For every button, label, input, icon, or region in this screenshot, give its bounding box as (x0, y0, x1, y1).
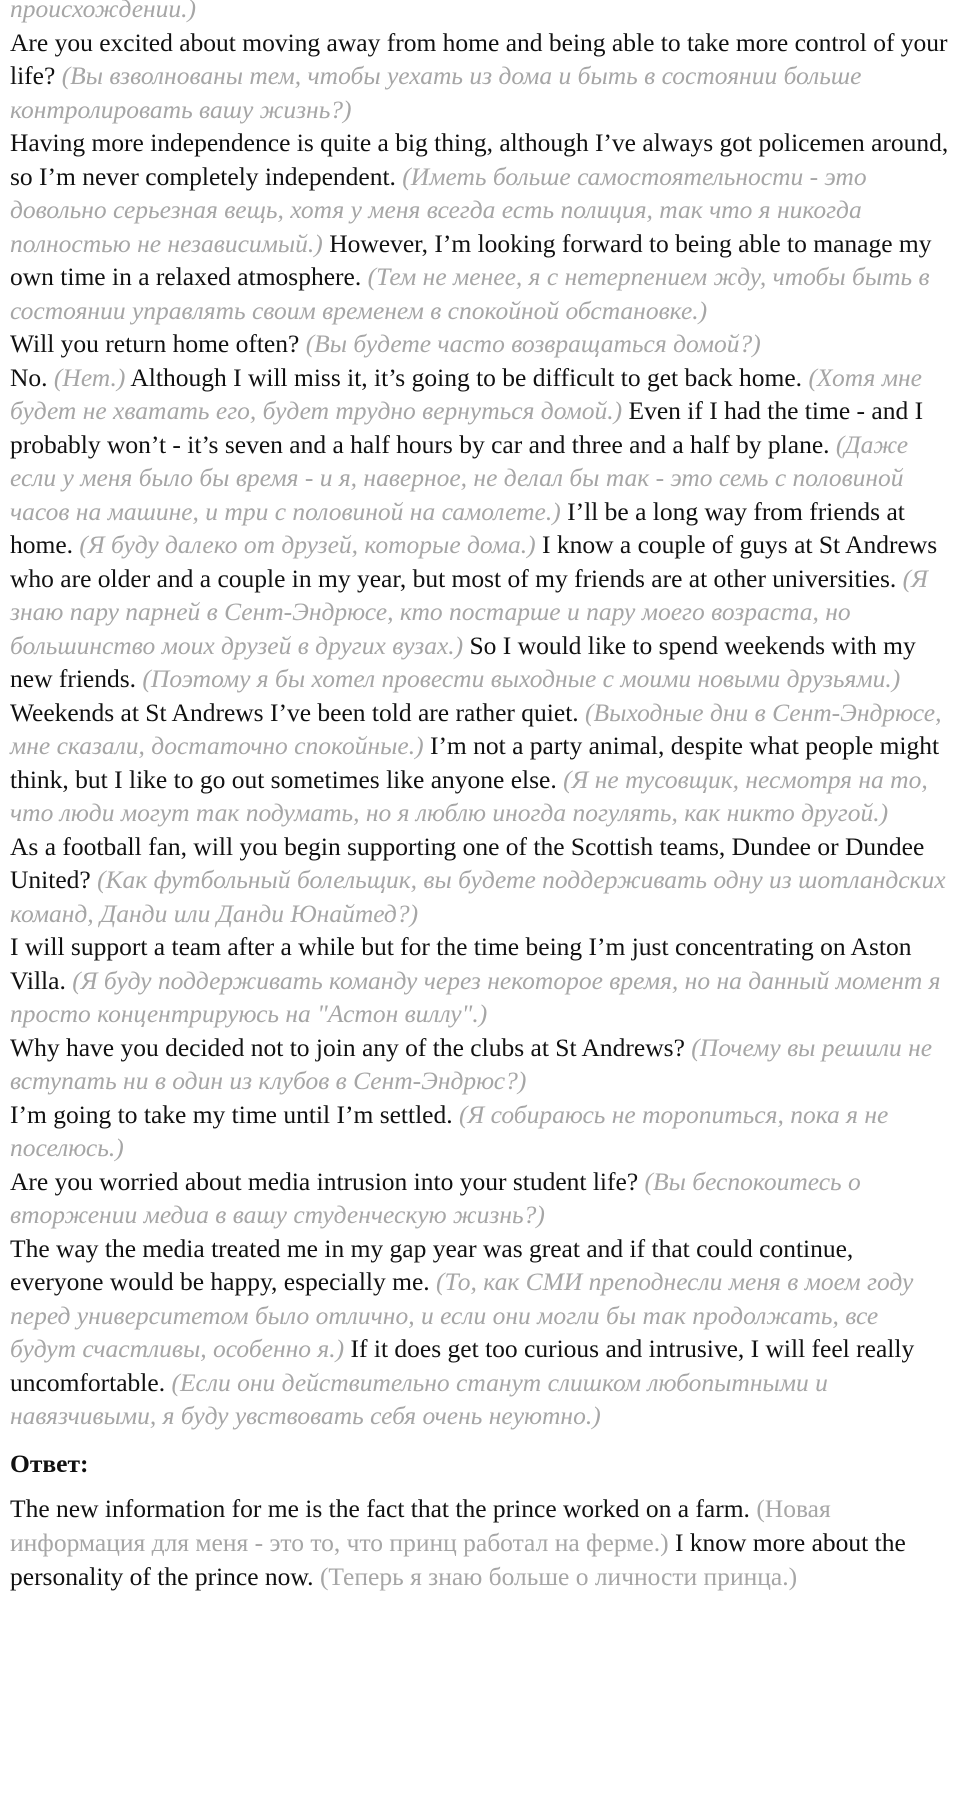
transcript-paragraph (10, 930, 950, 1031)
english-text: As a football fan, will you begin supporting one of the Scottish teams, Dundee or Dundee United? (10, 831, 925, 894)
transcript-paragraph (10, 1165, 950, 1232)
english-text: I’m not a party animal, despite what people might think, but I like to go out sometimes like anyone else. (10, 731, 940, 794)
english-text: The new information for me is the fact that the prince worked on a farm. (10, 1494, 750, 1523)
interview-transcript (10, 0, 950, 1433)
transcript-paragraph (10, 1232, 950, 1433)
english-text: Weekends at St Andrews I’ve been told are rather quiet. (10, 697, 579, 727)
transcript-paragraph (10, 126, 950, 327)
russian-translation: (Тем не менее, я с нетерпением жду, чтобы быть в состоянии управлять своим временем в спокойной обстановке.) (10, 262, 930, 325)
transcript-paragraph (10, 327, 950, 361)
russian-translation: (Нет.) (53, 362, 126, 392)
transcript-paragraph (10, 1031, 950, 1098)
russian-translation: (Я собираюсь не торопиться, пока я не поселюсь.) (10, 1099, 889, 1162)
english-text: Even if I had the time - and I probably won’t - it’s seven and a half hours by car and three and a half by plane. (10, 396, 924, 459)
russian-translation: (Как футбольный болельщик, вы будете поддерживать одну из шотландских команд, Данди или Данди Юнайтед?) (10, 865, 946, 928)
answer-paragraph (10, 1492, 950, 1594)
russian-translation: (Даже если у меня было бы время - и я, наверное, не делал бы так - это семь с половиной часов на машине, и три с половиной на самолете.) (10, 429, 909, 526)
transcript-paragraph (10, 361, 950, 830)
russian-translation: (Хотя мне будет не хватать его, будет трудно вернуться домой.) (10, 362, 922, 425)
english-text: Although I will miss it, it’s going to be difficult to get back home. (130, 362, 803, 392)
document-body (10, 0, 950, 1594)
transcript-paragraph (10, 1098, 950, 1165)
russian-translation: (Иметь больше самостоятельности - это довольно серьезная вещь, хотя у меня всегда есть полиция, так что я никогда полностью не независимый.) (10, 161, 867, 258)
russian-translation: (Поэтому я бы хотел провести выходные с моими новыми друзьями.) (142, 664, 901, 693)
english-text: No. (10, 362, 48, 392)
english-text: The way the media treated me in my gap year was great and if that could continue, everyone would be happy, especially me. (10, 1233, 854, 1296)
english-text: I’m going to take my time until I’m settled. (10, 1099, 453, 1129)
english-text: Why have you decided not to join any of the clubs at St Andrews? (10, 1032, 685, 1062)
english-text: Having more independence is quite a big thing, although I’ve always got policemen around, so I’m never completely independent. (10, 128, 949, 191)
russian-translation: (Новая информация для меня - это то, что принц работал на ферме.) (10, 1494, 831, 1557)
english-text: However, I’m looking forward to being able to manage my own time in a relaxed atmosphere. (10, 228, 932, 291)
russian-translation: (То, как СМИ преподнесли меня в моем году перед университетом было отлично, и если они могли бы так продолжать, все будут счастливы, особенно я.) (10, 1267, 914, 1363)
russian-translation: (Выходные дни в Сент-Эндрюсе, мне сказали, достаточно спокойные.) (10, 697, 942, 760)
english-text: If it does get too curious and intrusive, I will feel really uncomfortable. (10, 1334, 915, 1397)
transcript-paragraph (10, 830, 950, 931)
russian-translation: (Если они действительно станут слишком любопытными и навязчивыми, я буду увствовать себя очень неуютно.) (10, 1367, 828, 1430)
russian-translation: (Вы будете часто возвращаться домой?) (305, 329, 761, 358)
russian-translation: (Я знаю пару парней в Сент-Эндрюсе, кто постарше и пару моего возраста, но большинство моих друзей в других вузах.) (10, 563, 928, 660)
russian-translation: (Я не тусовщик, несмотря на то, что люди могут так подумать, но я люблю иногда погулять, как никто другой.) (10, 764, 928, 827)
russian-translation: (Я буду поддерживать команду через некоторое время, но на данный момент я просто концентрируюсь на "Астон виллу".) (10, 965, 941, 1028)
english-text: I know more about the personality of the prince now. (10, 1528, 906, 1591)
english-text: I’ll be a long way from friends at home. (10, 496, 905, 559)
russian-translation: (Вы беспокоитесь о вторжении медиа в вашу студенческую жизнь?) (10, 1166, 861, 1229)
russian-translation: происхождении.) (10, 0, 197, 23)
english-text: Are you excited about moving away from home and being able to take more control of your life? (10, 27, 948, 90)
english-text: I know a couple of guys at St Andrews who are older and a couple in my year, but most of my friends are at other universities. (10, 530, 938, 593)
russian-translation: (Вы взволнованы тем, чтобы уехать из дома и быть в состоянии больше контролировать вашу жизнь?) (10, 61, 862, 124)
answer-heading: Ответ: (10, 1448, 89, 1478)
english-text: Are you worried about media intrusion into your student life? (10, 1166, 639, 1196)
russian-translation: (Теперь я знаю больше о личности принца.) (319, 1562, 798, 1591)
transcript-paragraph (10, 26, 950, 127)
english-text: So I would like to spend weekends with my new friends. (10, 630, 916, 693)
russian-translation: (Почему вы решили не вступать ни в один из клубов в Сент-Эндрюс?) (10, 1032, 933, 1095)
russian-translation: (Я буду далеко от друзей, которые дома.) (79, 530, 536, 559)
transcript-paragraph (10, 0, 950, 26)
english-text: Will you return home often? (10, 329, 300, 358)
english-text: I will support a team after a while but for the time being I’m just concentrating on Aston Villa. (10, 932, 912, 995)
